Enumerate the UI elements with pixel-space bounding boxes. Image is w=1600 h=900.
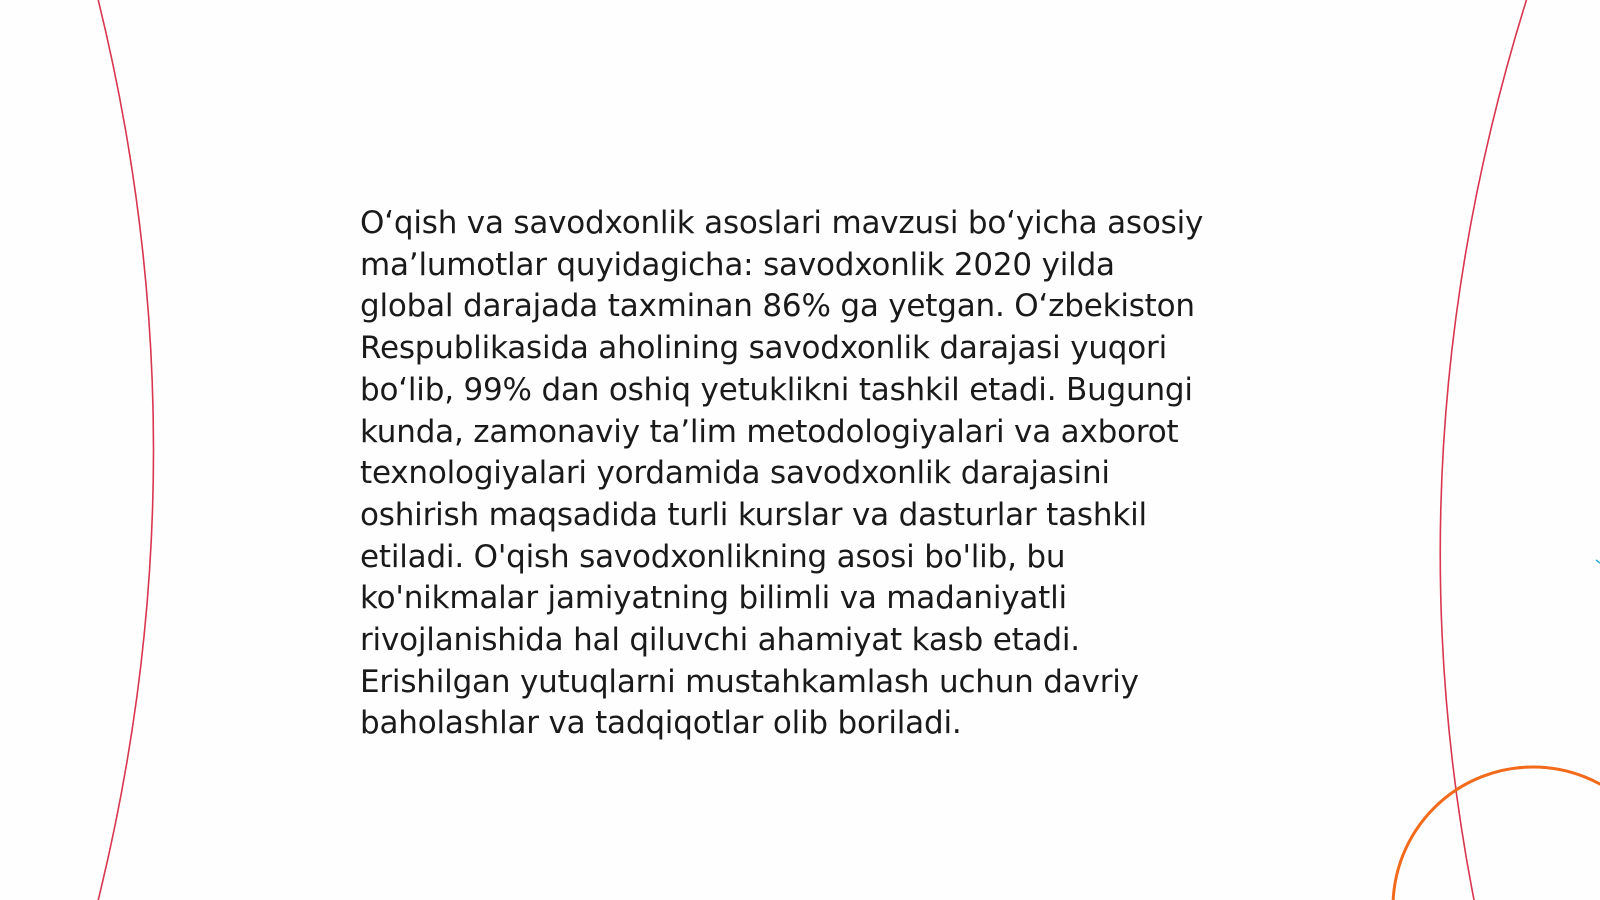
- accent-circle: [1393, 767, 1600, 900]
- accent-tick: [1596, 560, 1600, 563]
- right-arc-line: [1440, 0, 1528, 900]
- body-paragraph: O‘qish va savodxonlik asoslari mavzusi bo‘yicha asosiy ma’lumotlar quyidagicha: savodxonlik 2020 yilda global darajada taxminan 86% ga yetgan. O‘zbekiston Respublikasida aholining savodxonlik darajasi yuqori bo‘lib, 99% dan oshiq yetuklikni tashkil etadi. Bugungi kunda, zamonaviy ta’lim metodologiyalari va axborot texnologiyalari yordamida savodxonlik darajasini oshirish maqsadida turli kurslar va dasturlar tashkil etiladi. O'qish savodxonlikning asosi bo'lib, bu ko'nikmalar jamiyatning bilimli va madaniyatli rivojlanishida hal qiluvchi ahamiyat kasb etadi. Erishilgan yutuqlarni mustahkamlash uchun davriy baholashlar va tadqiqotlar olib boriladi.: [360, 205, 1204, 742]
- left-arc-line: [97, 0, 154, 900]
